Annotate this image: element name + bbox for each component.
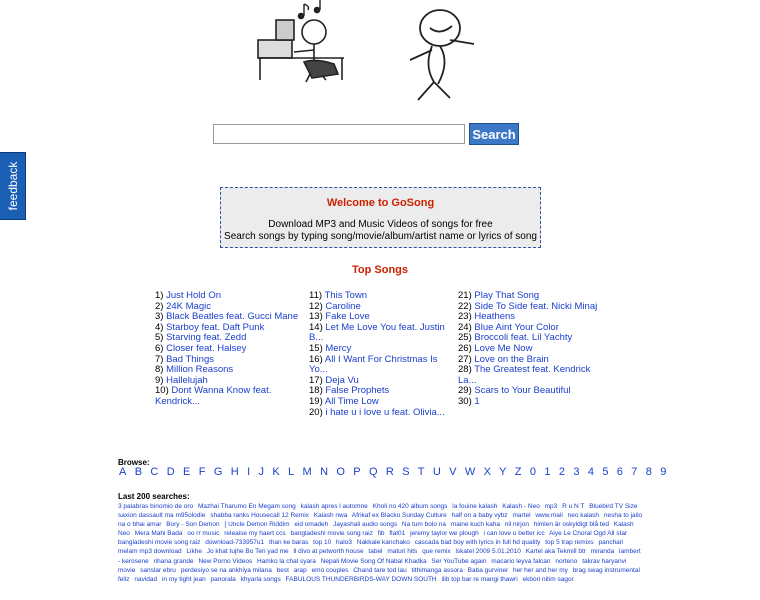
last-search-link[interactable]: halo3 bbox=[336, 539, 352, 547]
dancing-person-illustration bbox=[410, 10, 474, 100]
last-search-link[interactable]: nesha to jailo na o bhai amar bbox=[118, 512, 643, 529]
browse-letter-link[interactable]: 8 bbox=[645, 466, 652, 478]
top-song-link[interactable]: This Town bbox=[324, 290, 368, 301]
top-song-link[interactable]: Dont Wanna Know feat. Kendrick... bbox=[155, 385, 272, 407]
browse-letter-link[interactable]: S bbox=[402, 466, 410, 478]
browse-letter-link[interactable]: J bbox=[258, 466, 264, 478]
last-searches-label: Last 200 searches: bbox=[118, 492, 190, 501]
browse-letter-link[interactable]: 0 bbox=[529, 466, 537, 478]
top-song-link[interactable]: Mercy bbox=[325, 342, 352, 354]
browse-letter-link[interactable]: O bbox=[336, 466, 345, 478]
last-search-link[interactable]: Na tum bolo na bbox=[401, 521, 446, 529]
top-song-link[interactable]: Fake Love bbox=[325, 311, 370, 323]
last-search-link[interactable]: ll divo at petworth house bbox=[293, 548, 364, 556]
top-song-number: 29) bbox=[458, 385, 475, 397]
last-search-link[interactable]: Jo khat tujhe Bo Teri yad me bbox=[206, 548, 289, 556]
top-song-link[interactable]: Hallelujah bbox=[166, 374, 208, 386]
browse-letter-link[interactable]: B bbox=[134, 466, 143, 478]
last-search-link[interactable]: tithimanga assora bbox=[411, 566, 463, 574]
top-song-link[interactable]: Love Me Now bbox=[474, 342, 533, 354]
last-search-link[interactable]: feliz bbox=[118, 575, 130, 583]
last-search-link[interactable]: norteno bbox=[555, 557, 578, 565]
browse-letter-link[interactable]: W bbox=[464, 466, 476, 478]
top-song-number: 19) bbox=[309, 395, 325, 407]
last-search-link[interactable]: releaise my haert ccs bbox=[224, 530, 286, 538]
last-search-link[interactable]: sanslar ebru bbox=[140, 566, 176, 574]
gosong-logo[interactable] bbox=[254, 0, 484, 108]
top-song-number: 25) bbox=[458, 332, 475, 344]
browse-letter-link[interactable]: T bbox=[417, 466, 425, 478]
last-search-link[interactable]: www.mail bbox=[535, 512, 563, 520]
last-search-link[interactable]: maturi hits bbox=[387, 548, 418, 556]
browse-letters bbox=[119, 466, 672, 478]
last-search-link[interactable]: R u N T bbox=[562, 503, 585, 510]
top-song-number: 4) bbox=[155, 321, 167, 333]
browse-letter-link[interactable]: L bbox=[288, 466, 295, 478]
last-search-link[interactable]: i can love u better icc bbox=[483, 530, 545, 538]
top-song-number: 26) bbox=[458, 342, 475, 354]
top-song-link[interactable]: Starboy feat. Daft Punk bbox=[166, 321, 265, 333]
top-song-number: 22) bbox=[458, 300, 475, 312]
last-search-link[interactable]: nil nirjon bbox=[504, 521, 529, 529]
browse-letter-link[interactable]: C bbox=[150, 466, 159, 478]
last-search-link[interactable]: Kalash Neo bbox=[118, 521, 634, 538]
browse-letter-link[interactable]: N bbox=[320, 466, 329, 478]
last-search-link[interactable]: emo couples bbox=[311, 566, 349, 574]
browse-letter-link[interactable]: D bbox=[166, 466, 175, 478]
last-search-link[interactable]: Bluebird TV Size bbox=[589, 503, 638, 510]
last-search-link[interactable]: Chand tare tod lau bbox=[353, 566, 407, 574]
last-search-link[interactable]: panorala bbox=[210, 575, 236, 583]
last-search-link[interactable]: half on a baby vybz bbox=[451, 512, 508, 520]
browse-letter-link[interactable]: K bbox=[272, 466, 280, 478]
last-search-link[interactable]: top 10 bbox=[313, 539, 332, 547]
top-song-link[interactable]: Let Me Love You feat. Justin B... bbox=[309, 321, 445, 344]
browse-letter-link[interactable]: V bbox=[449, 466, 457, 478]
top-song-link[interactable]: Scars to Your Beautiful bbox=[474, 385, 571, 397]
browse-letter-link[interactable]: U bbox=[432, 466, 441, 478]
top-song-number: 15) bbox=[309, 342, 326, 354]
last-search-link[interactable]: kalash apres l automne bbox=[300, 503, 368, 510]
top-song-number: 9) bbox=[155, 374, 167, 386]
last-search-link[interactable]: brag swag instrumental bbox=[572, 566, 640, 574]
last-search-link[interactable]: ekbori nitim sagor bbox=[522, 575, 574, 583]
browse-letter-link[interactable]: Y bbox=[499, 466, 507, 478]
top-song-number: 1) bbox=[155, 290, 167, 301]
top-song-link[interactable]: Blue Aint Your Color bbox=[474, 321, 559, 333]
last-search-link[interactable]: ilib top bar re mangi thawri bbox=[441, 575, 518, 583]
last-search-link[interactable]: flat01 bbox=[389, 530, 406, 538]
top-song-link[interactable]: Just Hold On bbox=[166, 290, 222, 301]
top-song-link[interactable]: Love on the Brain bbox=[474, 353, 549, 365]
last-search-link[interactable]: download-733957u1 bbox=[205, 539, 265, 547]
browse-letter-link[interactable]: 6 bbox=[616, 466, 623, 478]
browse-letter-link[interactable]: 1 bbox=[544, 466, 551, 478]
last-search-link[interactable]: Bory - Son Demon bbox=[166, 521, 220, 529]
top-song-number: 17) bbox=[309, 374, 326, 386]
last-search-link[interactable]: Nakkale kanchako bbox=[356, 539, 410, 547]
browse-letter-link[interactable]: I bbox=[247, 466, 251, 478]
last-search-link[interactable]: Aiye Le Choral Ogd All star bbox=[549, 530, 628, 538]
last-search-link[interactable]: bangladeshi movie song raiz bbox=[290, 530, 373, 538]
last-search-link[interactable]: panchari melam mp3 download bbox=[118, 539, 624, 556]
last-search-link[interactable]: Kalash nwa bbox=[313, 512, 348, 520]
browse-letter-link[interactable]: Z bbox=[514, 466, 522, 478]
feedback-label: feedback bbox=[5, 161, 20, 211]
last-searches-list bbox=[118, 502, 643, 584]
top-song-link[interactable]: Broccoli feat. Lil Yachty bbox=[474, 332, 573, 344]
top-song-link[interactable]: Heathens bbox=[474, 311, 516, 323]
last-search-link[interactable]: perdesiyo se na ankhiya milana bbox=[180, 566, 272, 574]
top-song-number: 6) bbox=[155, 342, 167, 354]
browse-letter-link[interactable]: 5 bbox=[602, 466, 609, 478]
last-search-link[interactable]: Afrikaf ex Blacko Sunday Culture bbox=[351, 512, 447, 520]
top-song-link[interactable]: Black Beatles feat. Gucci Mane bbox=[166, 311, 299, 323]
last-search-link[interactable]: oo rr music bbox=[187, 530, 220, 538]
feedback-tab[interactable] bbox=[0, 152, 26, 220]
top-song-link[interactable]: False Prophets bbox=[325, 385, 390, 397]
welcome-title: Welcome to GoSong bbox=[326, 197, 435, 209]
last-search-link[interactable]: [ Uncle Demon Riddim bbox=[224, 521, 290, 529]
music-notes-icon bbox=[298, 0, 320, 19]
browse-letter-link[interactable]: R bbox=[385, 466, 394, 478]
browse-letter-link[interactable]: 7 bbox=[631, 466, 638, 478]
browse-letter-link[interactable]: M bbox=[302, 466, 312, 478]
top-song-link[interactable]: All I Want For Christmas Is Yo... bbox=[309, 353, 438, 376]
last-search-link[interactable]: saxion dassault ma m95olodie bbox=[118, 512, 206, 520]
welcome-line-2: Search songs by typing song/movie/album/artist name or lyrics of song bbox=[224, 231, 537, 242]
last-search-link[interactable]: Hamko la chal syara bbox=[257, 557, 316, 565]
browse-letter-link[interactable]: F bbox=[198, 466, 206, 478]
top-song-number: 8) bbox=[155, 364, 167, 376]
top-song-link[interactable]: 24K Magic bbox=[166, 300, 211, 312]
last-search-link[interactable]: Baba gurviner bbox=[467, 566, 509, 574]
top-song-link[interactable]: All Time Low bbox=[324, 395, 379, 407]
last-search-link[interactable]: Likhe bbox=[186, 548, 202, 556]
top-song-number: 7) bbox=[155, 353, 167, 365]
top-song-number: 5) bbox=[155, 332, 167, 344]
last-search-link[interactable]: eid omadeh bbox=[294, 521, 329, 529]
last-search-link[interactable]: jeremy taylor we plough bbox=[410, 530, 479, 538]
last-search-link[interactable]: Mera Mahi Bada bbox=[134, 530, 183, 538]
welcome-box bbox=[220, 187, 541, 248]
top-song-number: 28) bbox=[458, 364, 475, 376]
last-search-link[interactable]: bangladeshi movie song raiz bbox=[118, 539, 201, 547]
last-search-link[interactable]: FABULOUS THUNDERBIRDS-WAY DOWN SOUTH bbox=[285, 575, 437, 583]
top-songs-column-3 bbox=[458, 291, 608, 408]
top-song-link[interactable]: Side To Side feat. Nicki Minaj bbox=[474, 300, 598, 312]
last-search-link[interactable]: Kartel aka Tekmill btr bbox=[525, 548, 586, 556]
top-song-number: 12) bbox=[309, 300, 326, 312]
last-search-link[interactable]: fib bbox=[377, 530, 385, 538]
top-song-link[interactable]: Bad Things bbox=[166, 353, 214, 365]
last-search-link[interactable]: top 5 trap remixs bbox=[545, 539, 594, 547]
last-search-link[interactable]: cascada bad boy with lyrics in full hd quality bbox=[414, 539, 541, 547]
last-search-link[interactable]: Jayashali audio songs bbox=[333, 521, 398, 529]
browse-letter-link[interactable]: 2 bbox=[558, 466, 565, 478]
last-search-link[interactable]: rihana grande bbox=[153, 557, 194, 565]
last-search-link[interactable]: shabba ranks Housecall 12 Remix bbox=[210, 512, 309, 520]
browse-letter-link[interactable]: G bbox=[213, 466, 223, 478]
last-search-link[interactable]: macario leyva falcan bbox=[491, 557, 551, 565]
top-song-item bbox=[309, 323, 445, 344]
last-search-link[interactable]: Kalash - Neo bbox=[502, 503, 540, 510]
top-songs-title: Top Songs bbox=[351, 264, 408, 276]
last-search-link[interactable]: in my tight jean bbox=[161, 575, 206, 583]
last-search-link[interactable]: Ser YouTube again bbox=[431, 557, 487, 565]
last-search-link[interactable]: New Porno Videos bbox=[198, 557, 253, 565]
top-song-number: 27) bbox=[458, 353, 475, 365]
browse-letter-link[interactable]: E bbox=[183, 466, 191, 478]
last-search-link[interactable]: lambert - kerosene bbox=[118, 548, 641, 565]
last-search-link[interactable]: arap bbox=[293, 566, 307, 574]
last-search-link[interactable]: miranda bbox=[590, 548, 615, 556]
top-song-link[interactable]: Closer feat. Halsey bbox=[166, 342, 247, 354]
last-search-link[interactable]: than ke baras bbox=[268, 539, 309, 547]
last-search-link[interactable]: la fouine kalash bbox=[452, 503, 498, 510]
last-search-link[interactable]: que remix bbox=[422, 548, 451, 556]
browse-letter-link[interactable]: H bbox=[230, 466, 239, 478]
last-search-link[interactable]: best bbox=[276, 566, 289, 574]
top-song-item bbox=[155, 386, 305, 407]
last-search-link[interactable]: navidad bbox=[134, 575, 158, 583]
top-song-link[interactable]: Caroline bbox=[325, 300, 361, 312]
top-song-number: 18) bbox=[309, 385, 326, 397]
browse-letter-link[interactable]: 4 bbox=[587, 466, 594, 478]
top-song-number: 13) bbox=[309, 311, 326, 323]
top-song-number: 21) bbox=[458, 290, 475, 301]
browse-letter-link[interactable]: X bbox=[483, 466, 491, 478]
top-songs-column-1 bbox=[155, 291, 305, 408]
last-search-link[interactable]: khyarla songs bbox=[240, 575, 281, 583]
top-song-item bbox=[458, 365, 608, 386]
welcome-line-1: Download MP3 and Music Videos of songs for free bbox=[268, 219, 493, 230]
top-song-number: 20) bbox=[309, 406, 326, 418]
last-search-link[interactable]: mp3 bbox=[544, 503, 558, 510]
top-song-number: 24) bbox=[458, 321, 475, 333]
last-search-link[interactable]: Nepali Movie Song Of Nabal Khadka bbox=[320, 557, 427, 565]
last-search-link[interactable]: lskatel 2009 5.01.2010 bbox=[455, 548, 521, 556]
browse-letter-link[interactable]: P bbox=[353, 466, 361, 478]
top-song-number: 16) bbox=[309, 353, 325, 365]
last-search-link[interactable]: martel bbox=[512, 512, 531, 520]
top-song-link[interactable]: The Greatest feat. Kendrick La... bbox=[458, 364, 591, 386]
last-search-link[interactable]: Mazhai Tharumo En Megam song bbox=[197, 503, 296, 510]
browse-letter-link[interactable]: Q bbox=[369, 466, 378, 478]
last-search-link[interactable]: her her and her my bbox=[512, 566, 568, 574]
top-song-number: 3) bbox=[155, 311, 167, 323]
top-song-number: 2) bbox=[155, 300, 167, 312]
browse-letter-link[interactable]: 3 bbox=[573, 466, 580, 478]
last-search-link[interactable]: 3 palabras binomio de oro bbox=[118, 503, 194, 510]
last-search-link[interactable]: takrav haryanvi movie bbox=[118, 557, 627, 574]
search-button[interactable]: Search bbox=[469, 123, 519, 145]
top-song-item bbox=[309, 355, 445, 376]
top-song-number: 11) bbox=[309, 290, 325, 301]
desk-illustration bbox=[258, 20, 344, 82]
top-song-item bbox=[309, 408, 445, 419]
top-song-number: 23) bbox=[458, 311, 475, 323]
top-song-item bbox=[458, 397, 608, 408]
top-song-number: 10) bbox=[155, 385, 172, 397]
browse-label: Browse: bbox=[118, 458, 150, 467]
last-search-link[interactable]: neo kalash bbox=[567, 512, 600, 520]
top-song-link[interactable]: Deja Vu bbox=[325, 374, 359, 386]
top-song-number: 14) bbox=[309, 321, 326, 333]
last-search-link[interactable]: maine kuch kaha bbox=[450, 521, 500, 529]
browse-letter-link[interactable]: 9 bbox=[660, 466, 667, 478]
top-song-link[interactable]: i hate u i love u feat. Olivia... bbox=[325, 406, 445, 418]
last-search-link[interactable]: tabel bbox=[368, 548, 383, 556]
last-search-link[interactable]: Kholi no 420 album songs bbox=[372, 503, 448, 510]
last-search-link[interactable]: himlen är oskyldigt blå ted bbox=[533, 521, 609, 529]
top-song-number: 30) bbox=[458, 395, 475, 407]
top-song-link[interactable]: Million Reasons bbox=[166, 364, 234, 376]
top-song-link[interactable]: Play That Song bbox=[474, 290, 540, 301]
top-songs-column-2 bbox=[309, 291, 445, 418]
top-song-link[interactable]: 1 bbox=[474, 395, 480, 407]
top-song-item bbox=[458, 386, 608, 397]
browse-letter-link[interactable]: A bbox=[119, 466, 127, 478]
top-song-link[interactable]: Starving feat. Zedd bbox=[166, 332, 247, 344]
search-input[interactable] bbox=[213, 124, 465, 144]
